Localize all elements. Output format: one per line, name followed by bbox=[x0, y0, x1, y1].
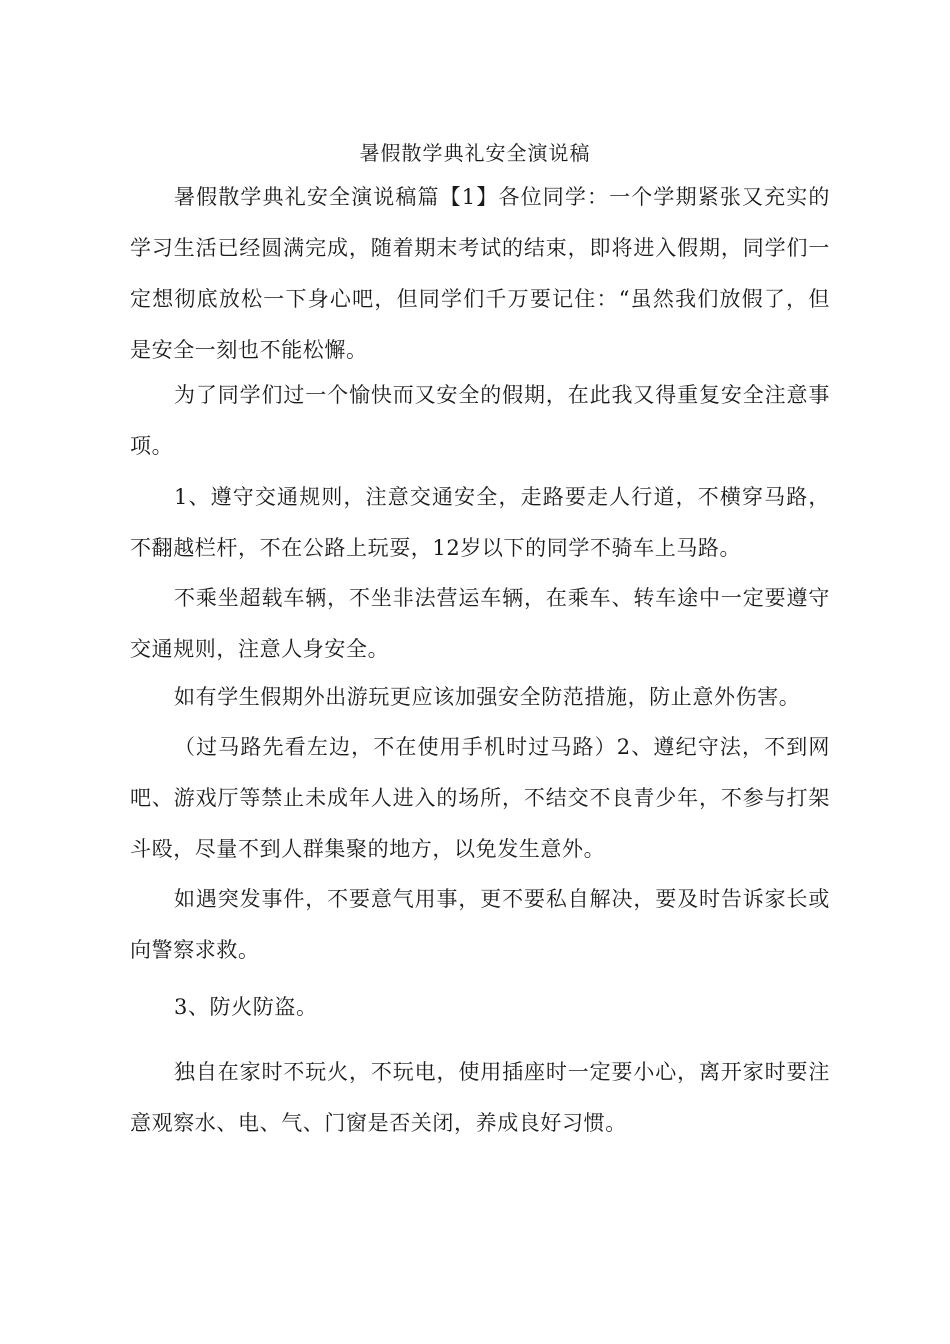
paragraph-fire-theft-heading: 3、防火防盗。 bbox=[174, 995, 318, 1019]
paragraph-purpose: 为了同学们过一个愉快而又安全的假期，在此我又得重复安全注意事项。 bbox=[130, 383, 830, 458]
paragraph-vehicles: 不乘坐超载车辆，不坐非法营运车辆，在乘车、转车途中一定要遵守交通规则，注意人身安全。 bbox=[130, 586, 830, 661]
paragraph-outing: 如有学生假期外出游玩更应该加强安全防范措施，防止意外伤害。 bbox=[174, 685, 801, 709]
paragraph-law: （过马路先看左边，不在使用手机时过马路）2、遵纪守法，不到网吧、游戏厅等禁止未成年人进入的场所，不结交不良青少年，不参与打架斗殴，尽量不到人群集聚的地方，以免发生意外。 bbox=[130, 735, 830, 861]
paragraph-home-safety: 独自在家时不玩火，不玩电，使用插座时一定要小心，离开家时要注意观察水、电、气、门窗是否关闭，养成良好习惯。 bbox=[130, 1060, 830, 1135]
document-title: 暑假散学典礼安全演说稿 bbox=[359, 141, 591, 165]
paragraph-traffic-rules: 1、遵守交通规则，注意交通安全，走路要走人行道，不横穿马路，不翻越栏杆，不在公路上玩耍，12岁以下的同学不骑车上马路。 bbox=[130, 485, 830, 560]
paragraph-emergency: 如遇突发事件，不要意气用事，更不要私自解决，要及时告诉家长或向警察求救。 bbox=[130, 887, 830, 962]
paragraph-intro: 暑假散学典礼安全演说稿篇【1】各位同学：一个学期紧张又充实的学习生活已经圆满完成，随着期末考试的结束，即将进入假期，同学们一定想彻底放松一下身心吧，但同学们千万要记住：“虽然我们放假了，但是安全一刻也不能松懈。 bbox=[130, 185, 830, 362]
